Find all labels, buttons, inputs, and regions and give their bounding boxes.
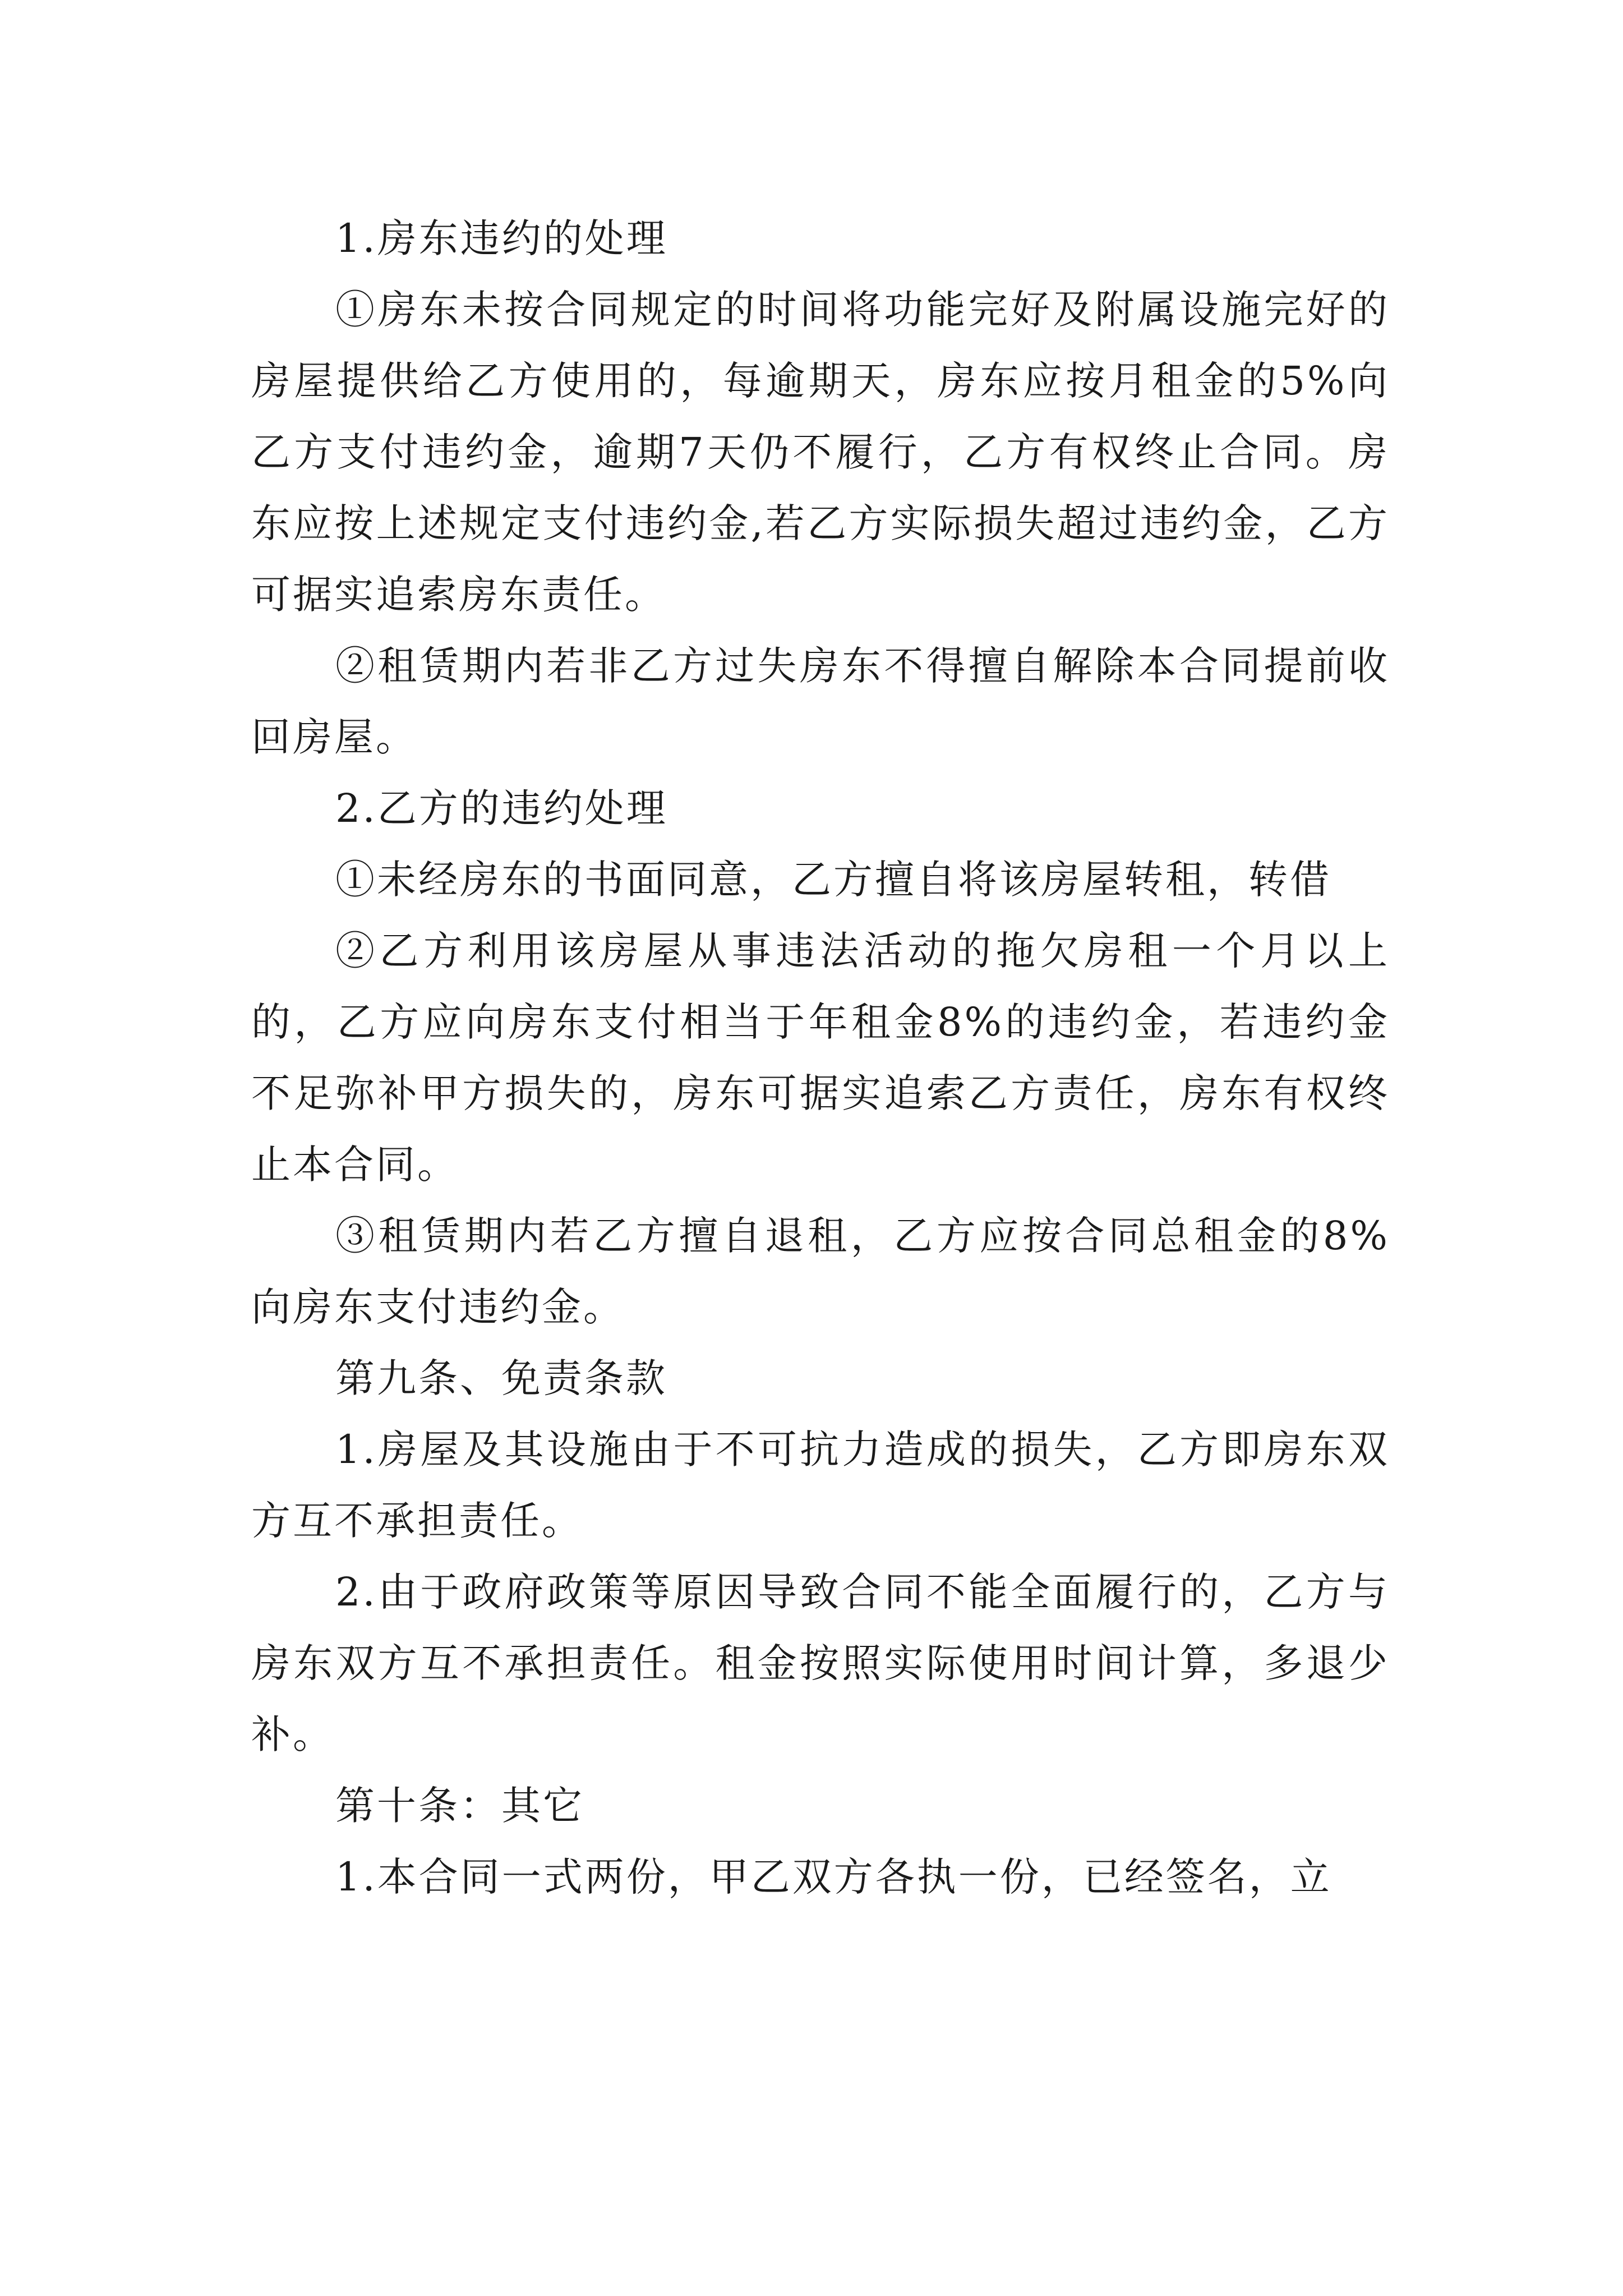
- paragraph-landlord-breach-1: ①房东未按合同规定的时间将功能完好及附属设施完好的房屋提供给乙方使用的，每逾期天，房东应按月租金的5%向乙方支付违约金，逾期7天仍不履行，乙方有权终止合同。房东应按上述规定支付违约金,若乙方实际损失超过违约金，乙方可据实追索房东责任。: [251, 287, 1390, 618]
- paragraph-exemption-1: 1.房屋及其设施由于不可抗力造成的损失，乙方即房东双方互不承担责任。: [251, 1427, 1390, 1544]
- paragraph-landlord-breach-heading: 1.房东违约的处理: [335, 215, 668, 261]
- paragraph-tenant-breach-heading: 2.乙方的违约处理: [335, 785, 668, 831]
- paragraph-tenant-breach-2: ②乙方利用该房屋从事违法活动的拖欠房租一个月以上的，乙方应向房东支付相当于年租金8%的违约金，若违约金不足弥补甲方损失的，房东可据实追索乙方责任，房东有权终止本合同。: [251, 928, 1390, 1188]
- paragraph-other-1: 1.本合同一式两份，甲乙双方各执一份，已经签名，立: [335, 1854, 1332, 1900]
- document-body: [251, 203, 1390, 1913]
- section-heading-article-9: 第九条、免责条款: [335, 1355, 667, 1401]
- section-heading-article-10: 第十条：其它: [335, 1783, 584, 1829]
- paragraph-landlord-breach-2: ②租赁期内若非乙方过失房东不得擅自解除本合同提前收回房屋。: [251, 643, 1390, 760]
- paragraph-tenant-breach-1: ①未经房东的书面同意，乙方擅自将该房屋转租，转借: [335, 857, 1331, 903]
- paragraph-tenant-breach-3: ③租赁期内若乙方擅自退租，乙方应按合同总租金的8%向房东支付违约金。: [251, 1213, 1390, 1330]
- paragraph-exemption-2: 2.由于政府政策等原因导致合同不能全面履行的，乙方与房东双方互不承担责任。租金按照实际使用时间计算，多退少补。: [251, 1569, 1390, 1757]
